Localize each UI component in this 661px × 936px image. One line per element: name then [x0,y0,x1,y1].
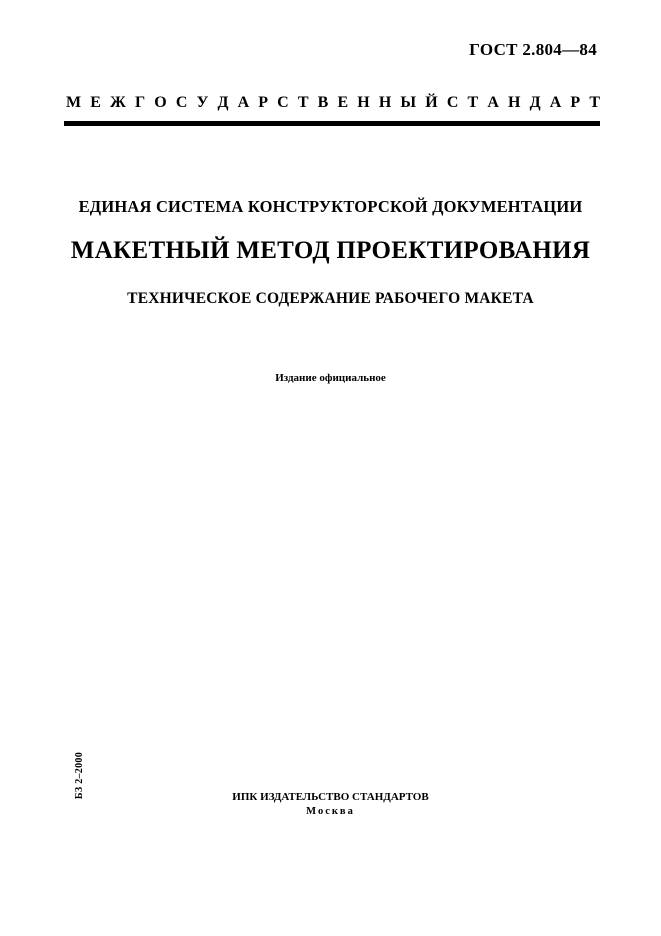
heading-rule [64,121,600,126]
system-title: ЕДИНАЯ СИСТЕМА КОНСТРУКТОРСКОЙ ДОКУМЕНТАЦИИ [78,197,583,216]
interstate-standard-text: М Е Ж Г О С У Д А Р С Т В Е Н Н Ы Й С Т А Н Д А Р Т [66,94,600,111]
publication-city: Москва [306,806,355,817]
interstate-standard-heading [66,94,600,112]
document-title: МАКЕТНЫЙ МЕТОД ПРОЕКТИРОВАНИЯ [70,237,591,264]
side-code: БЗ 2–2000 [74,752,85,800]
document-subtitle: ТЕХНИЧЕСКОЕ СОДЕРЖАНИЕ РАБОЧЕГО МАКЕТА [127,290,534,307]
publisher: ИПК ИЗДАТЕЛЬСТВО СТАНДАРТОВ [232,791,429,803]
gost-code: ГОСТ 2.804—84 [469,40,597,59]
edition-note: Издание официальное [275,372,386,384]
